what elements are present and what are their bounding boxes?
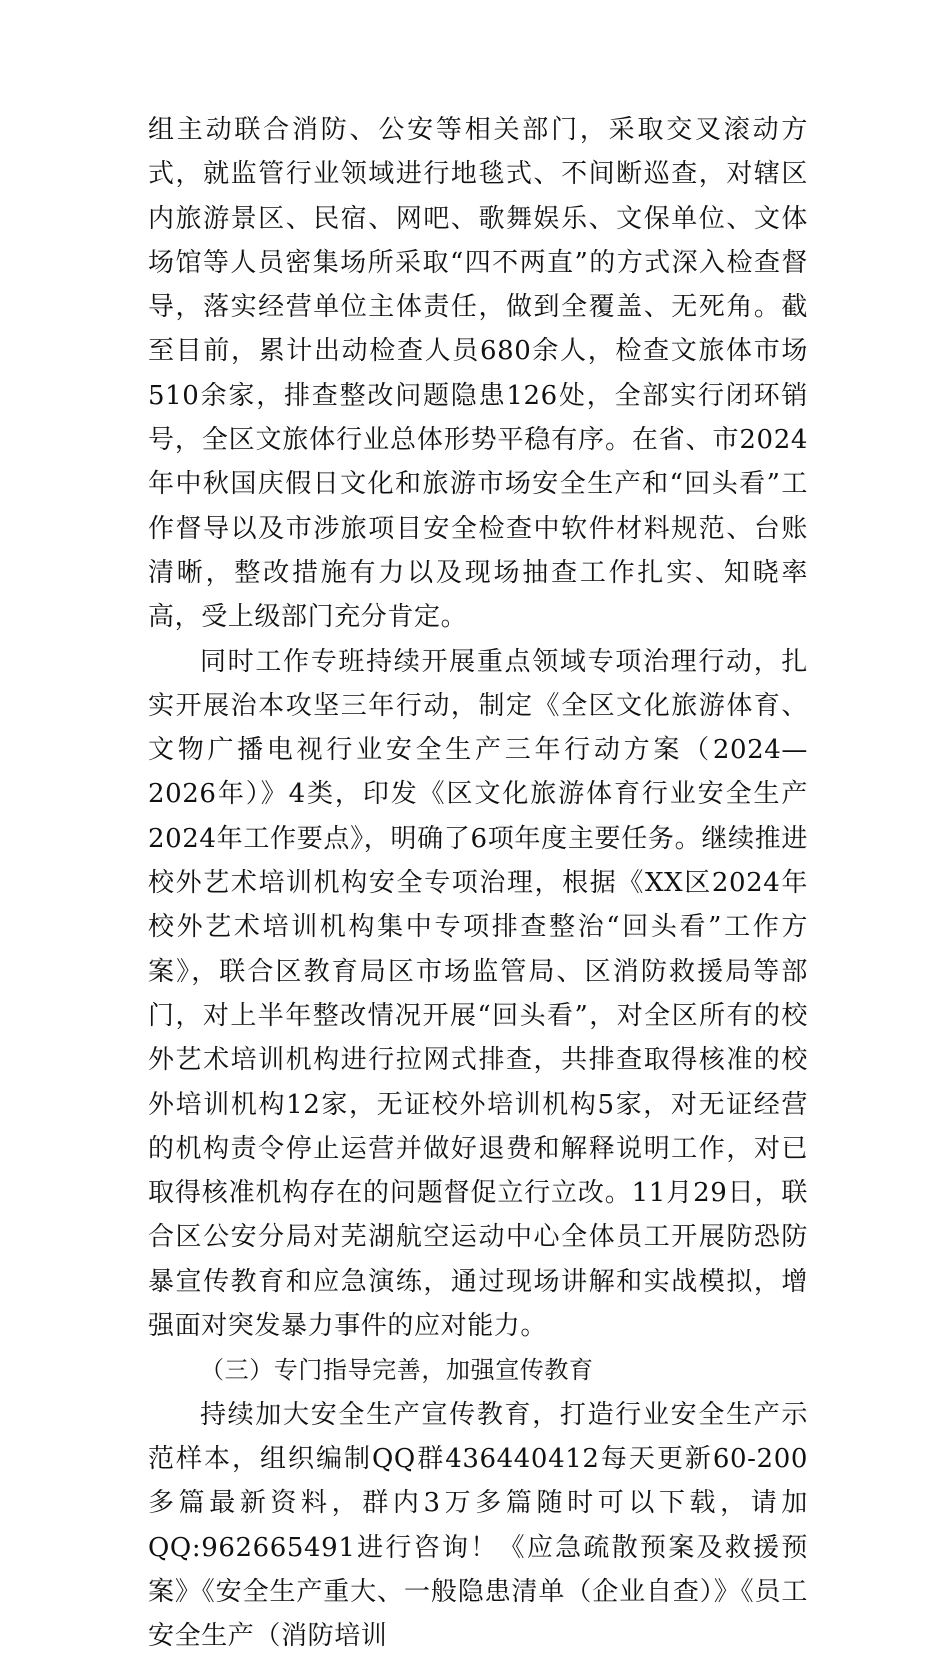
paragraph-special-governance: 同时工作专班持续开展重点领域专项治理行动，扎实开展治本攻坚三年行动，制定《全区文化旅游体育、文物广播电视行业安全生产三年行动方案（2024—2026年）》4类，印发《区文化旅游体育行业安全生产2024年工作要点》，明确了6项年度主要任务。继续推进校外艺术培训机构安全专项治理，根据《XX区2024年校外艺术培训机构集中专项排查整治“回头看”工作方案》，联合区教育局区市场监管局、区消防救援局等部门，对上半年整改情况开展“回头看”，对全区所有的校外艺术培训机构进行拉网式排查，共排查取得核准的校外培训机构12家，无证校外培训机构5家，对无证经营的机构责令停止运营并做好退费和解释说明工作，对已取得核准机构存在的问题督促立行立改。11月29日，联合区公安分局对芜湖航空运动中心全体员工开展防恐防暴宣传教育和应急演练，通过现场讲解和实战模拟，增强面对突发暴力事件的应对能力。 <box>148 646 808 1342</box>
paragraph-publicity-education: 持续加大安全生产宣传教育，打造行业安全生产示范样本，组织编制QQ群436440412每天更新60-200多篇最新资料，群内3万多篇随时可以下载，请加QQ:962665491进行咨询！《应急疏散预案及救援预案》《安全生产重大、一般隐患清单（企业自查）》《员工安全生产（消防培训 <box>148 1399 808 1652</box>
document-body <box>148 108 808 1658</box>
section-heading: （三）专门指导完善，加强宣传教育 <box>200 1356 594 1385</box>
paragraph-inspection-summary: 组主动联合消防、公安等相关部门，采取交叉滚动方式，就监管行业领域进行地毯式、不间断巡查，对辖区内旅游景区、民宿、网吧、歌舞娱乐、文保单位、文体场馆等人员密集场所采取“四不两直”的方式深入检查督导，落实经营单位主体责任，做到全覆盖、无死角。截至目前，累计出动检查人员680余人，检查文旅体市场510余家，排查整改问题隐患126处，全部实行闭环销号，全区文旅体行业总体形势平稳有序。在省、市2024年中秋国庆假日文化和旅游市场安全生产和“回头看”工作督导以及市涉旅项目安全检查中软件材料规范、台账清晰，整改措施有力以及现场抽查工作扎实、知晓率高，受上级部门充分肯定。 <box>148 115 808 633</box>
